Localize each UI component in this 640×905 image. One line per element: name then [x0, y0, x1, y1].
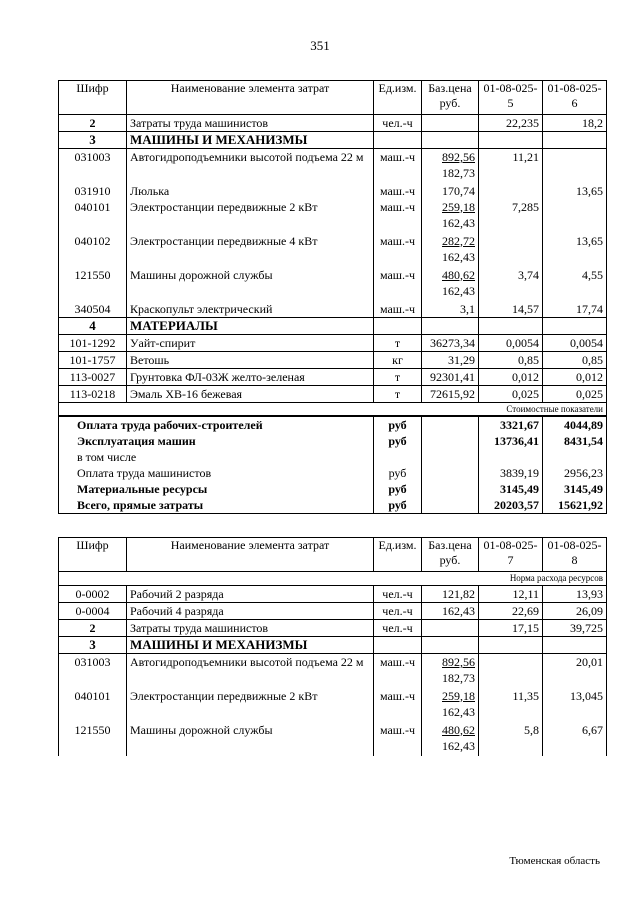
- page-number: 351: [310, 38, 330, 53]
- table-row: 031003 Автогидроподъемники высотой подъема 22 м маш.-ч 892,56 182,73 20,01: [59, 654, 607, 688]
- caption-row: [59, 572, 607, 586]
- col-header-price: Баз.цена руб.: [422, 538, 479, 572]
- summary-row: в том числе: [59, 449, 607, 465]
- summary-row: Оплата труда машинистов руб 3839,19 2956,23: [59, 465, 607, 481]
- col-header-unit: Ед.изм.: [374, 81, 422, 115]
- resource-table-2: [58, 537, 607, 756]
- section-header: 3 МАШИНЫ И МЕХАНИЗМЫ: [59, 637, 607, 654]
- table-row: 040102 Электростанции передвижные 4 кВт маш.-ч 282,72 162,43 13,65: [59, 233, 607, 267]
- table-row: 040101 Электростанции передвижные 2 кВт маш.-ч 259,18 162,43 7,285: [59, 199, 607, 233]
- table-row: 031003 Автогидроподъемники высотой подъема 22 м маш.-ч 892,56 182,73 11,21: [59, 149, 607, 183]
- table-row: 101-1757 Ветошь кг 31,29 0,85 0,85: [59, 351, 607, 368]
- section-header: 3 МАШИНЫ И МЕХАНИЗМЫ: [59, 132, 607, 149]
- table-row: 101-1292 Уайт-спирит т 36273,34 0,0054 0,0054: [59, 334, 607, 351]
- table-row: 121550 Машины дорожной службы маш.-ч 480,62 162,43 3,74 4,55: [59, 267, 607, 301]
- col-header-variant: 01-08-025-8: [543, 538, 607, 572]
- section-header: 4 МАТЕРИАЛЫ: [59, 317, 607, 334]
- col-header-variant: 01-08-025-6: [543, 81, 607, 115]
- col-header-code: Шифр: [59, 81, 127, 115]
- col-header-variant: 01-08-025-5: [479, 81, 543, 115]
- table-row: 0-0004 Рабочий 4 разряда чел.-ч 162,43 22,69 26,09: [59, 603, 607, 620]
- table-row: 2 Затраты труда машинистов чел.-ч 22,235 18,2: [59, 115, 607, 132]
- table-header-row: [59, 81, 607, 115]
- summary-row: Материальные ресурсы руб 3145,49 3145,49: [59, 481, 607, 497]
- col-header-variant: 01-08-025-7: [479, 538, 543, 572]
- table-row: 340504 Краскопульт электрический маш.-ч 3,1 14,57 17,74: [59, 301, 607, 318]
- norm-caption: Норма расхода ресурсов: [479, 572, 607, 586]
- summary-row: Оплата труда рабочих-строителей руб 3321,67 4044,89: [59, 416, 607, 433]
- table-row: 2 Затраты труда машинистов чел.-ч 17,15 39,725: [59, 620, 607, 637]
- table-row: 121550 Машины дорожной службы маш.-ч 480,62 162,43 5,8 6,67: [59, 722, 607, 756]
- col-header-name: Наименование элемента затрат: [127, 81, 374, 115]
- table-header-row: [59, 538, 607, 572]
- table-row: 0-0002 Рабочий 2 разряда чел.-ч 121,82 12,11 13,93: [59, 586, 607, 603]
- col-header-code: Шифр: [59, 538, 127, 572]
- resource-table-1: [58, 80, 607, 514]
- cost-caption: Стоимостные показатели: [479, 402, 607, 416]
- table-row: 113-0218 Эмаль ХВ-16 бежевая т 72615,92 0,025 0,025: [59, 385, 607, 402]
- footer-region: Тюменская область: [509, 855, 600, 867]
- table-row: 031910 Люлька маш.-ч 170,74 13,65: [59, 183, 607, 199]
- col-header-unit: Ед.изм.: [374, 538, 422, 572]
- col-header-name: Наименование элемента затрат: [127, 538, 374, 572]
- col-header-price: Баз.цена руб.: [422, 81, 479, 115]
- table-row: 040101 Электростанции передвижные 2 кВт маш.-ч 259,18 162,43 11,35 13,045: [59, 688, 607, 722]
- table-row: 113-0027 Грунтовка ФЛ-03Ж желто-зеленая т 92301,41 0,012 0,012: [59, 368, 607, 385]
- summary-row: Всего, прямые затраты руб 20203,57 15621,92: [59, 497, 607, 514]
- caption-row: [59, 402, 607, 416]
- summary-row: Эксплуатация машин руб 13736,41 8431,54: [59, 433, 607, 449]
